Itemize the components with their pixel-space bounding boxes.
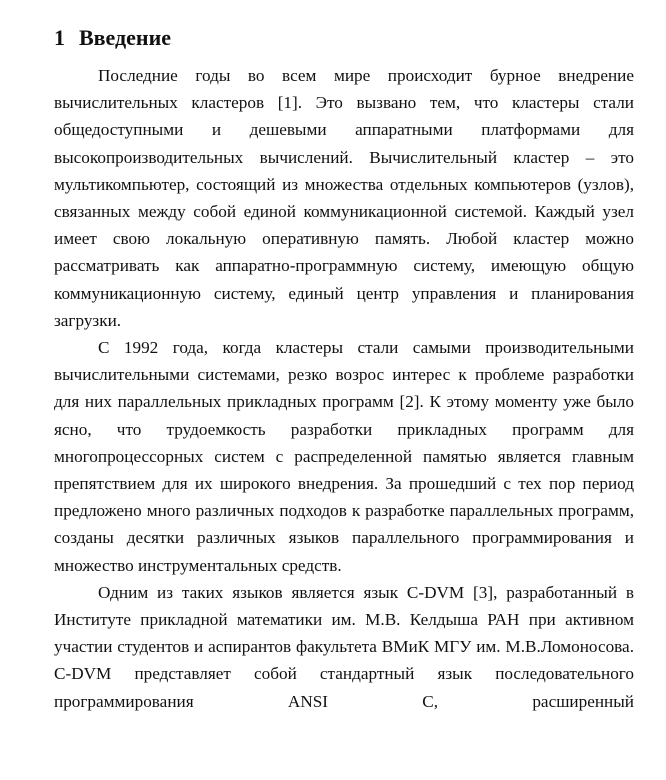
paragraph: Последние годы во всем мире происходит бурное внедрение вычислительных кластеров [1]. Это вызвано тем, что кластеры стали общедоступными и дешевыми аппаратными платформами для высокопроизводительных вычислений. Вычислительный кластер – это мультикомпьютер, состоящий из множества отдельных компьютеров (узлов), связанных между собой единой коммуникационной системой. Каждый узел имеет свою локальную оперативную память. Любой кластер можно рассматривать как аппаратно-программную систему, имеющую общую коммуникационную систему, единый центр управления и планирования загрузки. bbox=[54, 66, 634, 330]
paragraph: С 1992 года, когда кластеры стали самыми производительными вычислительными системами, резко возрос интерес к проблеме разработки для них параллельных прикладных программ [2]. К этому моменту уже было ясно, что трудоемкость разработки прикладных программ для многопроцессорных систем с распределенной памятью является главным препятствием для их широкого внедрения. За прошедший с тех пор период предложено много различных подходов к разработке параллельных программ, созданы десятки различных языков параллельного программирования и множество инструментальных средств. bbox=[54, 338, 634, 575]
body-text bbox=[54, 62, 634, 715]
section-number: 1 bbox=[54, 25, 65, 50]
section-heading bbox=[54, 18, 171, 58]
section-title: Введение bbox=[79, 25, 172, 50]
paragraph: Одним из таких языков является язык C-DVM [3], разработанный в Институте прикладной математики им. М.В. Келдыша РАН при активном участии студентов и аспирантов факультета ВМиК МГУ им. М.В.Ломоносова. C-DVM представляет собой стандартный язык последовательного программирования ANSI C, расширенный bbox=[54, 582, 634, 711]
